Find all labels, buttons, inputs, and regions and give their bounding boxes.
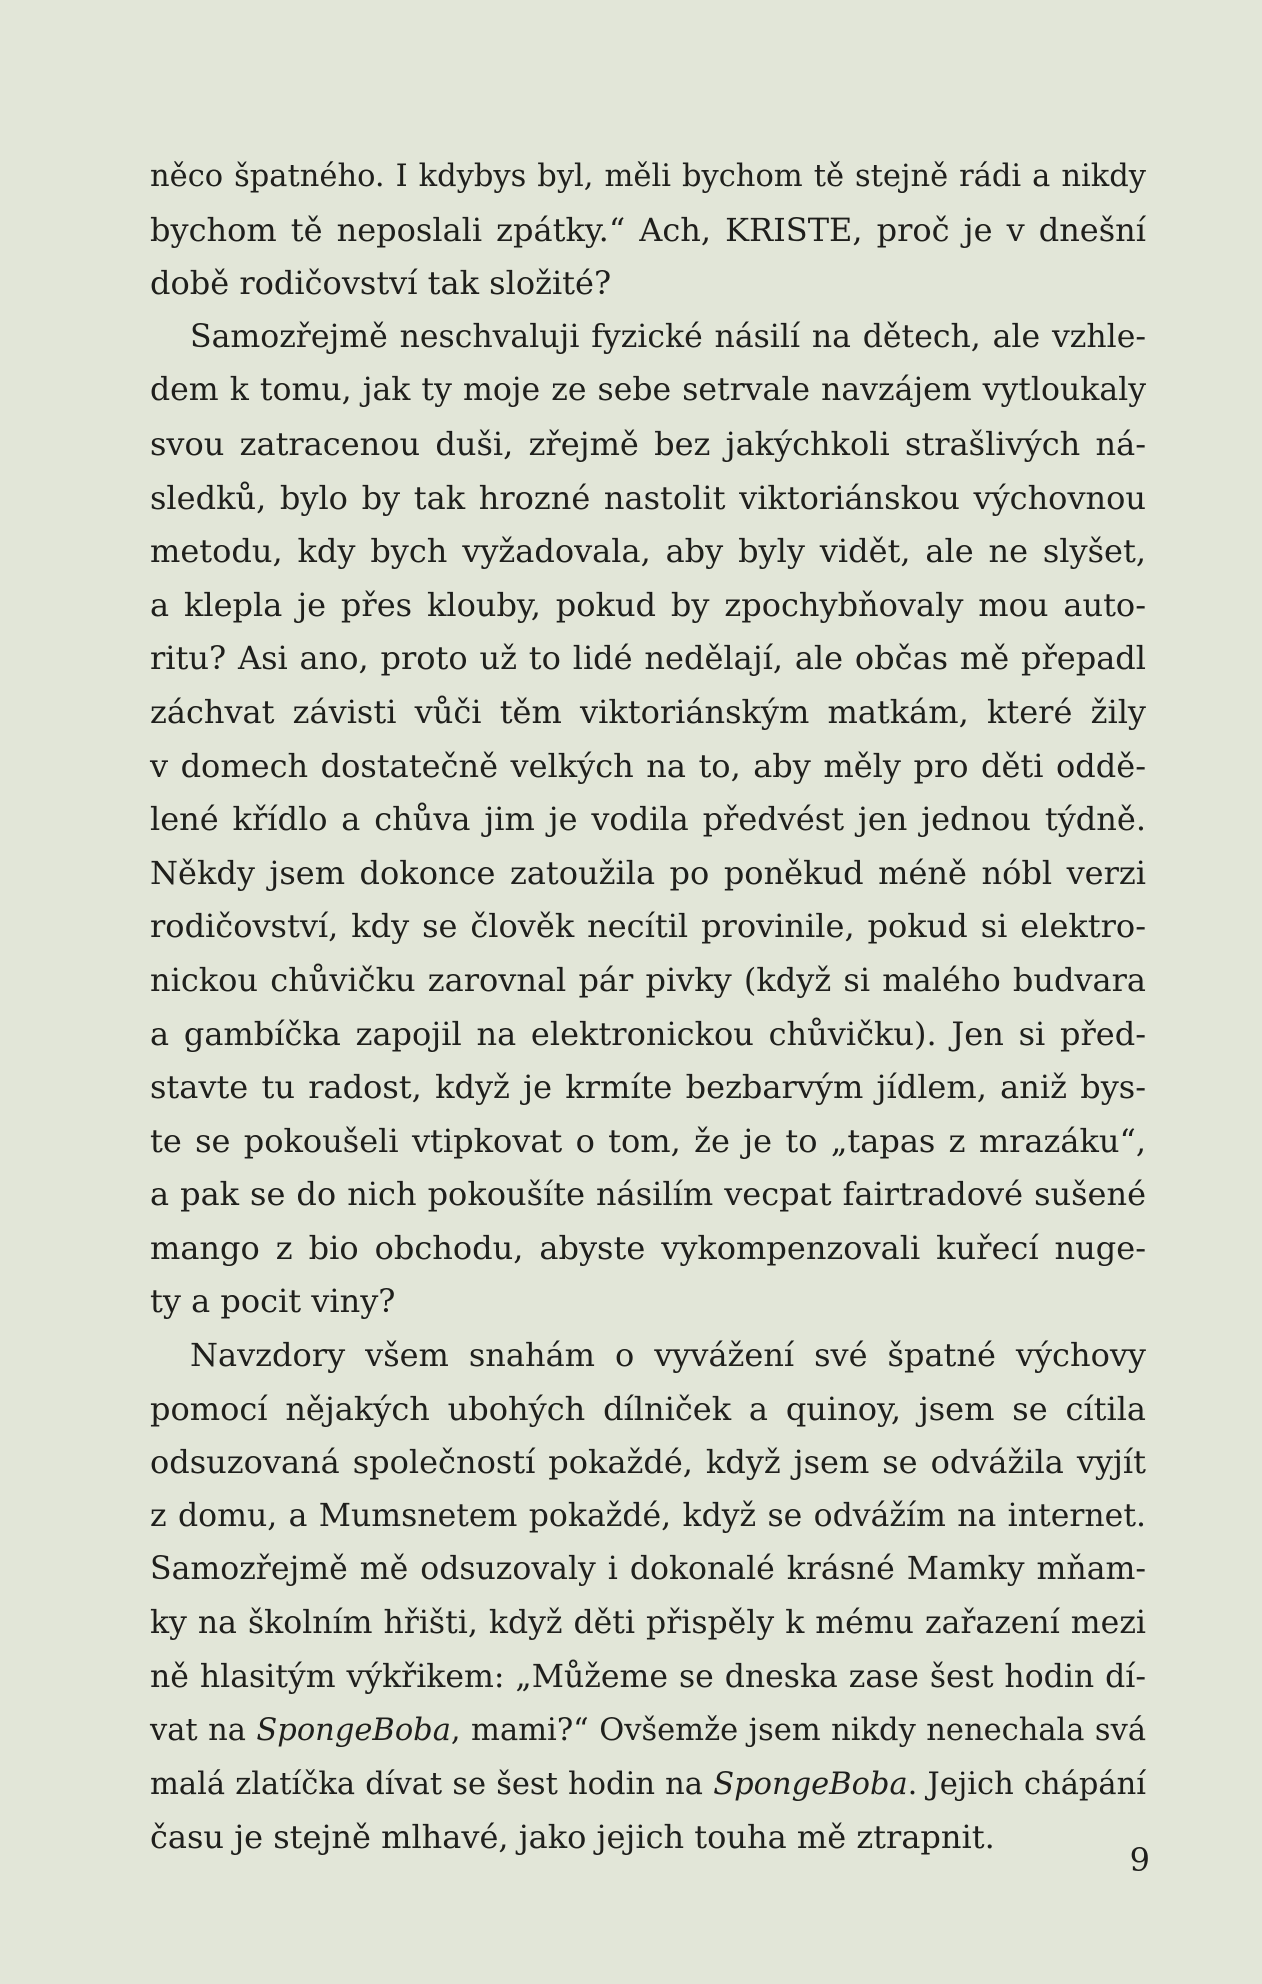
text-line: te se pokoušeli vtipkovat o tom, že je to „tapas z mrazáku“,	[150, 1121, 1146, 1160]
text-line: pomocí nějakých ubohých dílniček a quinoy, jsem se cítila	[150, 1389, 1146, 1428]
text-line: něco špatného. I kdybys byl, měli bychom tě stejně rádi a nikdy	[150, 159, 1146, 194]
text-line: bychom tě neposlali zpátky.“ Ach, KRISTE, proč je v dnešní	[150, 210, 1146, 249]
text-line: v domech dostatečně velkých na to, aby měly pro děti oddě-	[150, 746, 1146, 785]
text-line: lené křídlo a chůva jim je vodila předvést jen jednou týdně.	[150, 800, 1146, 839]
text-line: dem k tomu, jak ty moje ze sebe setrvale navzájem vytloukaly	[150, 372, 1146, 409]
text-line: Samozřejmě mě odsuzovaly i dokonalé krásné Mamky mňam-	[150, 1551, 1146, 1588]
text-line: a pak se do nich pokoušíte násilím vecpat fairtradové sušené	[150, 1175, 1146, 1214]
text-line: záchvat závisti vůči těm viktoriánským matkám, které žily	[150, 692, 1146, 731]
text-line: odsuzovaná společností pokaždé, když jsem se odvážila vyjít	[150, 1443, 1146, 1482]
text-line: ritu? Asi ano, proto už to lidé nedělají, ale občas mě přepadl	[150, 639, 1146, 678]
text-line: nickou chůvičku zarovnal pár pivky (když si malého budvara	[150, 960, 1146, 999]
text-line: mango z bio obchodu, abyste vykompenzovali kuřecí nuge-	[150, 1228, 1146, 1267]
body-text	[150, 150, 1146, 1865]
text-line: době rodičovství tak složité?	[150, 264, 612, 303]
text-line: rodičovství, kdy se člověk necítil provinile, pokud si elektro-	[150, 907, 1146, 946]
text-line: a klepla je přes klouby, pokud by zpochybňovaly mou auto-	[150, 585, 1146, 624]
text-line: malá zlatíčka dívat se šest hodin na SpongeBoba. Jejich chápání	[150, 1766, 1146, 1802]
text-line: z domu, a Mumsnetem pokaždé, když se odvážím na internet.	[150, 1497, 1146, 1534]
text-line: ně hlasitým výkřikem: „Můžeme se dneska zase šest hodin dí-	[150, 1658, 1146, 1695]
text-line: ty a pocit viny?	[150, 1282, 396, 1321]
page-number: 9	[1129, 1841, 1150, 1879]
text-line: Samozřejmě neschvaluji fyzické násilí na dětech, ale vzhle-	[190, 318, 1146, 355]
text-line: Někdy jsem dokonce zatoužila po poněkud méně nóbl verzi	[150, 853, 1146, 892]
italic-title: SpongeBoba	[256, 1713, 451, 1749]
text-line: času je stejně mlhavé, jako jejich touha mě ztrapnit.	[150, 1818, 995, 1857]
text-line: vat na SpongeBoba, mami?“ Ovšemže jsem nikdy nenechala svá	[150, 1713, 1146, 1749]
italic-title: SpongeBoba	[713, 1766, 908, 1802]
text-line: a gambíčka zapojil na elektronickou chůvičku). Jen si před-	[150, 1014, 1146, 1053]
text-line: ky na školním hřišti, když děti přispěly k mému zařazení mezi	[150, 1605, 1146, 1642]
text-line: svou zatracenou duši, zřejmě bez jakýchkoli strašlivých ná-	[150, 424, 1146, 463]
text-line: stavte tu radost, když je krmíte bezbarvým jídlem, aniž bys-	[150, 1068, 1146, 1107]
text-line: sledků, bylo by tak hrozné nastolit viktoriánskou výchovnou	[150, 478, 1146, 517]
text-line: metodu, kdy bych vyžadovala, aby byly vidět, ale ne slyšet,	[150, 532, 1146, 571]
text-line: Navzdory všem snahám o vyvážení své špatné výchovy	[190, 1336, 1146, 1375]
